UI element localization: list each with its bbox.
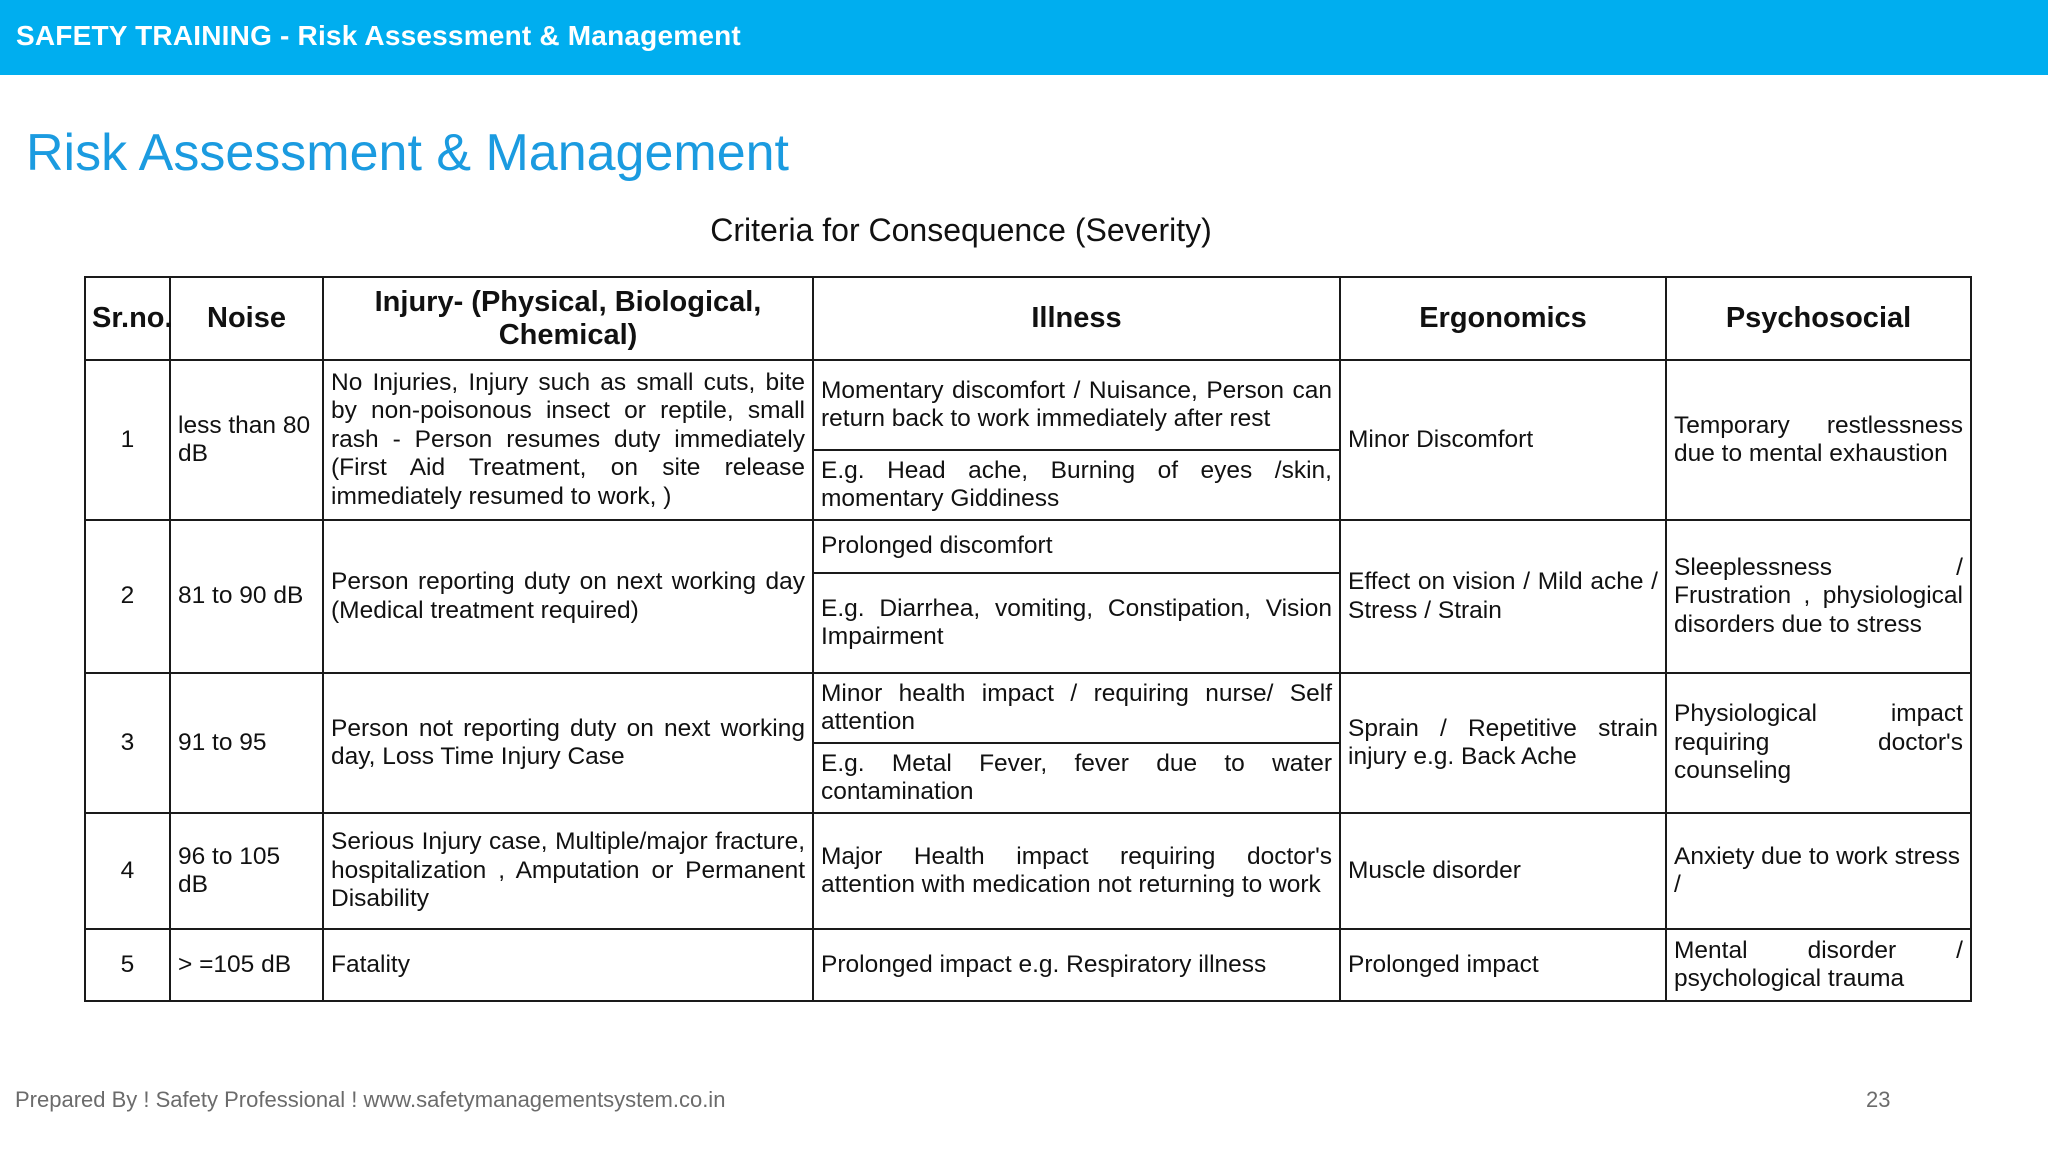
cell-srno: 5 — [85, 929, 170, 1001]
cell-noise: 91 to 95 — [170, 673, 323, 813]
cell-injury: Person reporting duty on next working day (Medical treatment required) — [323, 520, 813, 673]
cell-illness-example: E.g. Head ache, Burning of eyes /skin, momentary Giddiness — [813, 450, 1340, 520]
table-caption: Criteria for Consequence (Severity) — [710, 212, 1212, 248]
cell-ergonomics: Effect on vision / Mild ache / Stress / Strain — [1340, 520, 1666, 673]
cell-illness: Prolonged impact e.g. Respiratory illness — [813, 929, 1340, 1001]
table-row — [85, 520, 1971, 573]
footer-prepared-by: Prepared By ! Safety Professional ! www.safetymanagementsystem.co.in — [15, 1087, 726, 1112]
cell-srno: 1 — [85, 360, 170, 520]
table-row — [85, 360, 1971, 450]
cell-srno: 3 — [85, 673, 170, 813]
cell-psychosocial: Mental disorder / psychological trauma — [1666, 929, 1971, 1001]
cell-noise: 96 to 105 dB — [170, 813, 323, 929]
cell-illness: Momentary discomfort / Nuisance, Person can return back to work immediately after rest — [813, 360, 1340, 450]
cell-illness-example: E.g. Diarrhea, vomiting, Constipation, Vision Impairment — [813, 573, 1340, 673]
cell-illness: Minor health impact / requiring nurse/ Self attention — [813, 673, 1340, 743]
col-header-psychosocial: Psychosocial — [1666, 277, 1971, 360]
cell-ergonomics: Muscle disorder — [1340, 813, 1666, 929]
cell-psychosocial: Physiological impact requiring doctor's counseling — [1666, 673, 1971, 813]
header-title: SAFETY TRAINING - Risk Assessment & Management — [16, 20, 741, 51]
cell-psychosocial: Anxiety due to work stress / — [1666, 813, 1971, 929]
table-header-row — [85, 277, 1971, 360]
cell-illness: Major Health impact requiring doctor's attention with medication not returning to work — [813, 813, 1340, 929]
cell-ergonomics: Sprain / Repetitive strain injury e.g. Back Ache — [1340, 673, 1666, 813]
cell-illness-example: E.g. Metal Fever, fever due to water contamination — [813, 743, 1340, 813]
col-header-srno: Sr.no. — [85, 277, 170, 360]
cell-injury: Person not reporting duty on next working day, Loss Time Injury Case — [323, 673, 813, 813]
cell-srno: 4 — [85, 813, 170, 929]
cell-ergonomics: Prolonged impact — [1340, 929, 1666, 1001]
page-title: Risk Assessment & Management — [26, 124, 789, 182]
cell-srno: 2 — [85, 520, 170, 673]
cell-psychosocial: Sleeplessness / Frustration , physiological disorders due to stress — [1666, 520, 1971, 673]
cell-injury: Serious Injury case, Multiple/major fracture, hospitalization , Amputation or Permanent Disability — [323, 813, 813, 929]
table-row — [85, 673, 1971, 743]
cell-psychosocial: Temporary restlessness due to mental exhaustion — [1666, 360, 1971, 520]
footer-page-number: 23 — [1866, 1087, 1891, 1112]
severity-table — [84, 276, 1972, 1002]
cell-illness: Prolonged discomfort — [813, 520, 1340, 573]
header-bar — [0, 0, 2048, 75]
cell-ergonomics: Minor Discomfort — [1340, 360, 1666, 520]
cell-injury: Fatality — [323, 929, 813, 1001]
col-header-illness: Illness — [813, 277, 1340, 360]
table-row — [85, 929, 1971, 1001]
table-row — [85, 813, 1971, 929]
col-header-ergonomics: Ergonomics — [1340, 277, 1666, 360]
cell-noise: 81 to 90 dB — [170, 520, 323, 673]
cell-noise: less than 80 dB — [170, 360, 323, 520]
col-header-noise: Noise — [170, 277, 323, 360]
cell-injury: No Injuries, Injury such as small cuts, bite by non-poisonous insect or reptile, small rash - Person resumes duty immediately (First Aid Treatment, on site release immediately resumed to work, ) — [323, 360, 813, 520]
cell-noise: > =105 dB — [170, 929, 323, 1001]
col-header-injury: Injury- (Physical, Biological, Chemical) — [323, 277, 813, 360]
